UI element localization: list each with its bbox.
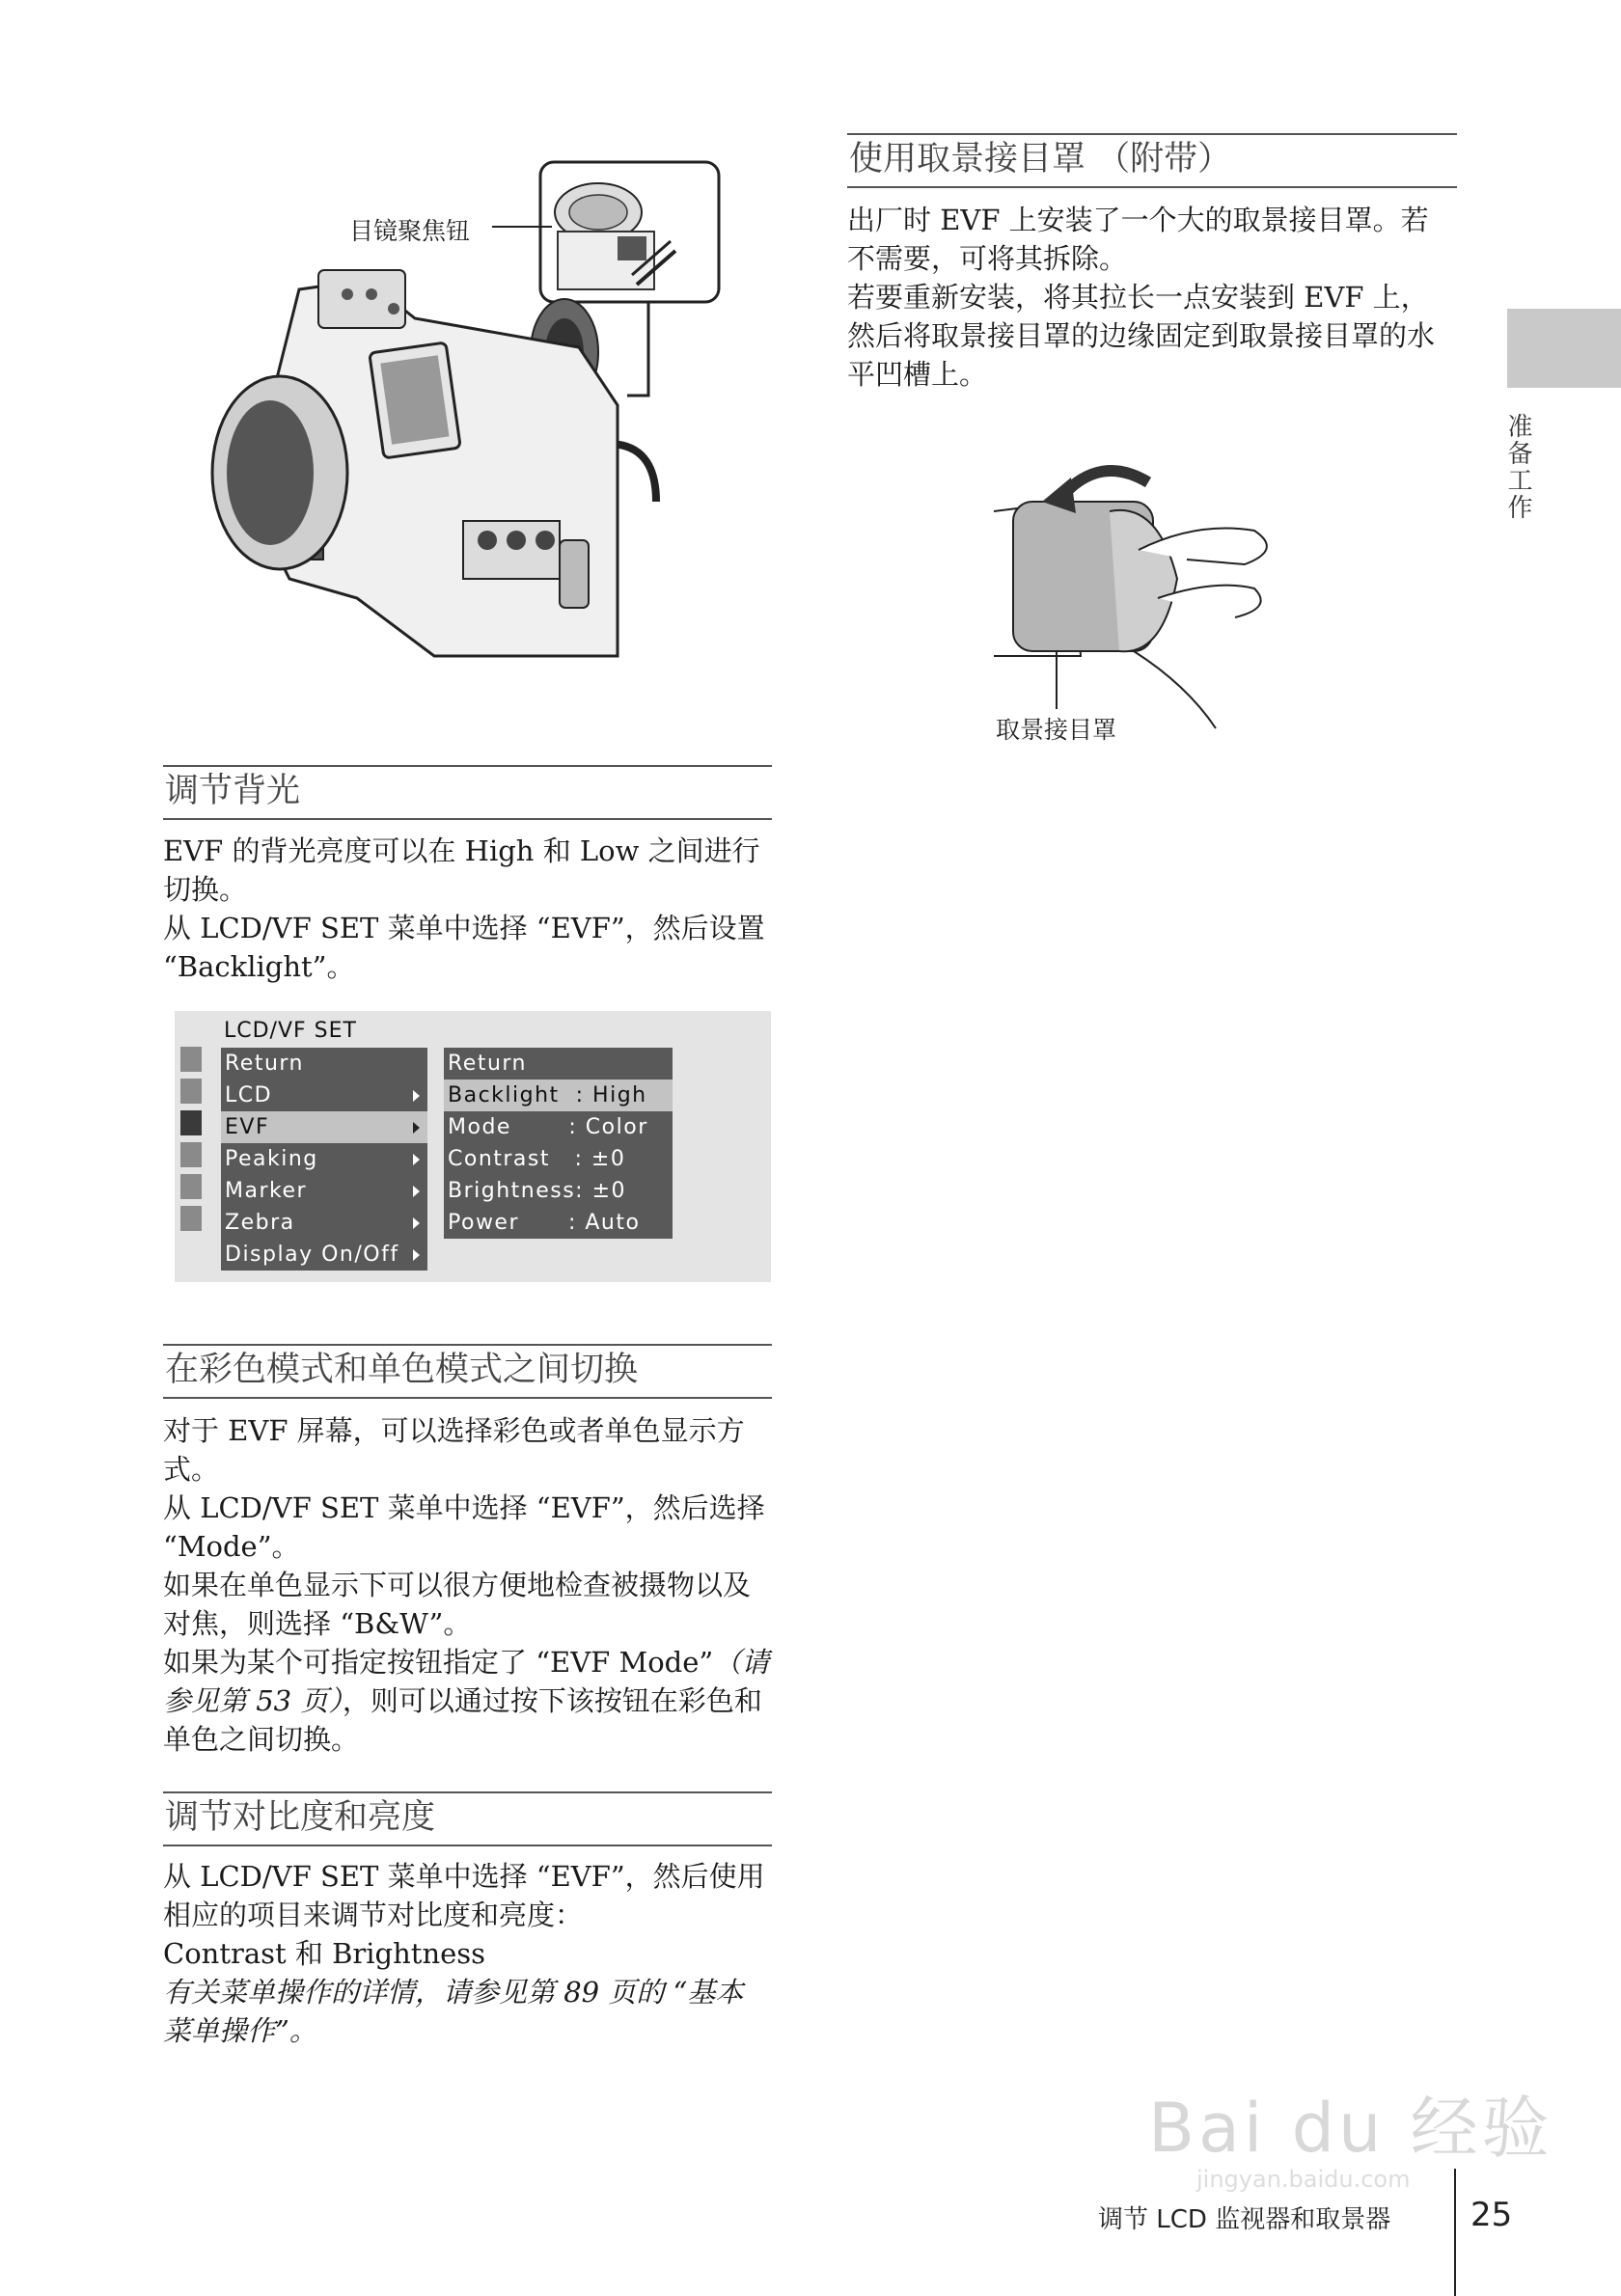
watermark-url: jingyan.baidu.com	[1196, 2166, 1411, 2193]
menu-item-lcd[interactable]	[221, 1080, 427, 1111]
arrow-right-icon	[413, 1122, 420, 1134]
audio-note-icon	[180, 1079, 202, 1104]
menu-title: LCD/VF SET	[224, 1019, 357, 1043]
submenu-item-brightness[interactable]: Brightness: ±0	[448, 1179, 627, 1203]
menu-item-peaking[interactable]	[221, 1143, 427, 1175]
others-icon	[180, 1206, 202, 1231]
menu-item-label: Zebra	[225, 1211, 295, 1235]
menu-item-label: Marker	[225, 1179, 308, 1203]
tc-icon	[180, 1142, 202, 1167]
eyecup-illustration	[965, 444, 1332, 733]
page-number: 25	[1470, 2196, 1513, 2234]
section-title-color-mode: 在彩色模式和单色模式之间切换	[163, 1344, 772, 1399]
menu-item-return[interactable]: Return	[225, 1052, 305, 1076]
footer-title: 调节 LCD 监视器和取景器	[1098, 2205, 1391, 2234]
section-title-contrast: 调节对比度和亮度	[163, 1791, 772, 1846]
backlight-text	[163, 832, 771, 986]
footer-divider	[1454, 2169, 1456, 2296]
color-mode-paragraph-2: 从 LCD/VF SET 菜单中选择 “EVF”，然后选择 “Mode”。	[163, 1491, 765, 1563]
eyecup-paragraph-1: 出厂时 EVF 上安装了一个大的取景接目罩。若不需要，可将其拆除。	[847, 204, 1429, 275]
arrow-right-icon	[413, 1090, 420, 1102]
eyepiece-focus-label: 目镜聚焦钮	[349, 217, 471, 245]
video-icon	[180, 1174, 202, 1199]
menu-item-label: LCD	[225, 1083, 273, 1107]
eyecup-label: 取景接目罩	[996, 716, 1117, 744]
backlight-paragraph-1: EVF 的背光亮度可以在 High 和 Low 之间进行切换。	[163, 834, 760, 906]
menu-item-marker[interactable]	[221, 1175, 427, 1207]
menu-left-column	[221, 1048, 427, 1271]
color-mode-paragraph-1: 对于 EVF 屏幕，可以选择彩色或者单色显示方式。	[163, 1414, 745, 1486]
contrast-paragraph-1: 从 LCD/VF SET 菜单中选择 “EVF”，然后使用相应的项目来调节对比度和亮度：	[163, 1860, 765, 1931]
camera-illustration	[203, 154, 743, 695]
menu-item-zebra[interactable]	[221, 1207, 427, 1239]
eyecup-paragraph-2: 若要重新安装，将其拉长一点安装到 EVF 上，然后将取景接目罩的边缘固定到取景接目罩的水平凹槽上。	[847, 281, 1436, 391]
page-reference-53[interactable]: （请参见第 53 页）	[163, 1646, 770, 1717]
chapter-tab-label: 准备工作	[1503, 413, 1532, 521]
lcd-vf-set-menu	[175, 1011, 771, 1282]
menu-right-column	[444, 1048, 673, 1239]
contrast-paragraph-3[interactable]: 有关菜单操作的详情，请参见第 89 页的 “基本菜单操作”。	[163, 1976, 744, 2047]
color-mode-paragraph-4a: 如果为某个可指定按钮指定了 “EVF Mode”	[163, 1646, 714, 1679]
menu-item-label: EVF	[225, 1115, 270, 1139]
chapter-tab	[1507, 309, 1621, 388]
arrow-right-icon	[413, 1217, 420, 1229]
submenu-item-contrast[interactable]: Contrast : ±0	[448, 1147, 626, 1171]
watermark-brand: Bai du 经验	[1148, 2089, 1553, 2168]
submenu-item-power[interactable]: Power : Auto	[448, 1211, 641, 1235]
menu-item-label: Peaking	[225, 1147, 318, 1171]
contrast-paragraph-2: Contrast 和 Brightness	[163, 1937, 486, 1970]
menu-item-evf[interactable]	[221, 1111, 427, 1143]
section-title-eyecup: 使用取景接目罩 （附带）	[847, 133, 1457, 188]
submenu-item-backlight[interactable]: Backlight : High	[444, 1080, 673, 1111]
submenu-item-mode[interactable]: Mode : Color	[448, 1115, 648, 1139]
color-mode-paragraph-4c: ，则可以通过按下该按钮在彩色和单色之间切换。	[163, 1684, 762, 1756]
arrow-right-icon	[413, 1186, 420, 1197]
menu-category-icons	[180, 1047, 202, 1238]
menu-item-label: Display On/Off	[225, 1243, 399, 1267]
color-mode-paragraph-3: 如果在单色显示下可以很方便地检查被摄物以及对焦，则选择 “B&W”。	[163, 1569, 752, 1640]
camera-icon	[180, 1047, 202, 1072]
eyecup-text	[847, 201, 1450, 394]
contrast-text	[163, 1857, 771, 2050]
submenu-item-return[interactable]: Return	[448, 1052, 528, 1076]
menu-item-display-onoff[interactable]	[221, 1239, 427, 1271]
color-mode-paragraph-4	[163, 1643, 771, 1759]
display-icon	[180, 1110, 202, 1135]
backlight-paragraph-2: 从 LCD/VF SET 菜单中选择 “EVF”，然后设置 “Backlight”。	[163, 912, 765, 983]
arrow-right-icon	[413, 1249, 420, 1261]
color-mode-text	[163, 1411, 771, 1759]
section-title-backlight: 调节背光	[163, 765, 772, 820]
arrow-right-icon	[413, 1154, 420, 1165]
